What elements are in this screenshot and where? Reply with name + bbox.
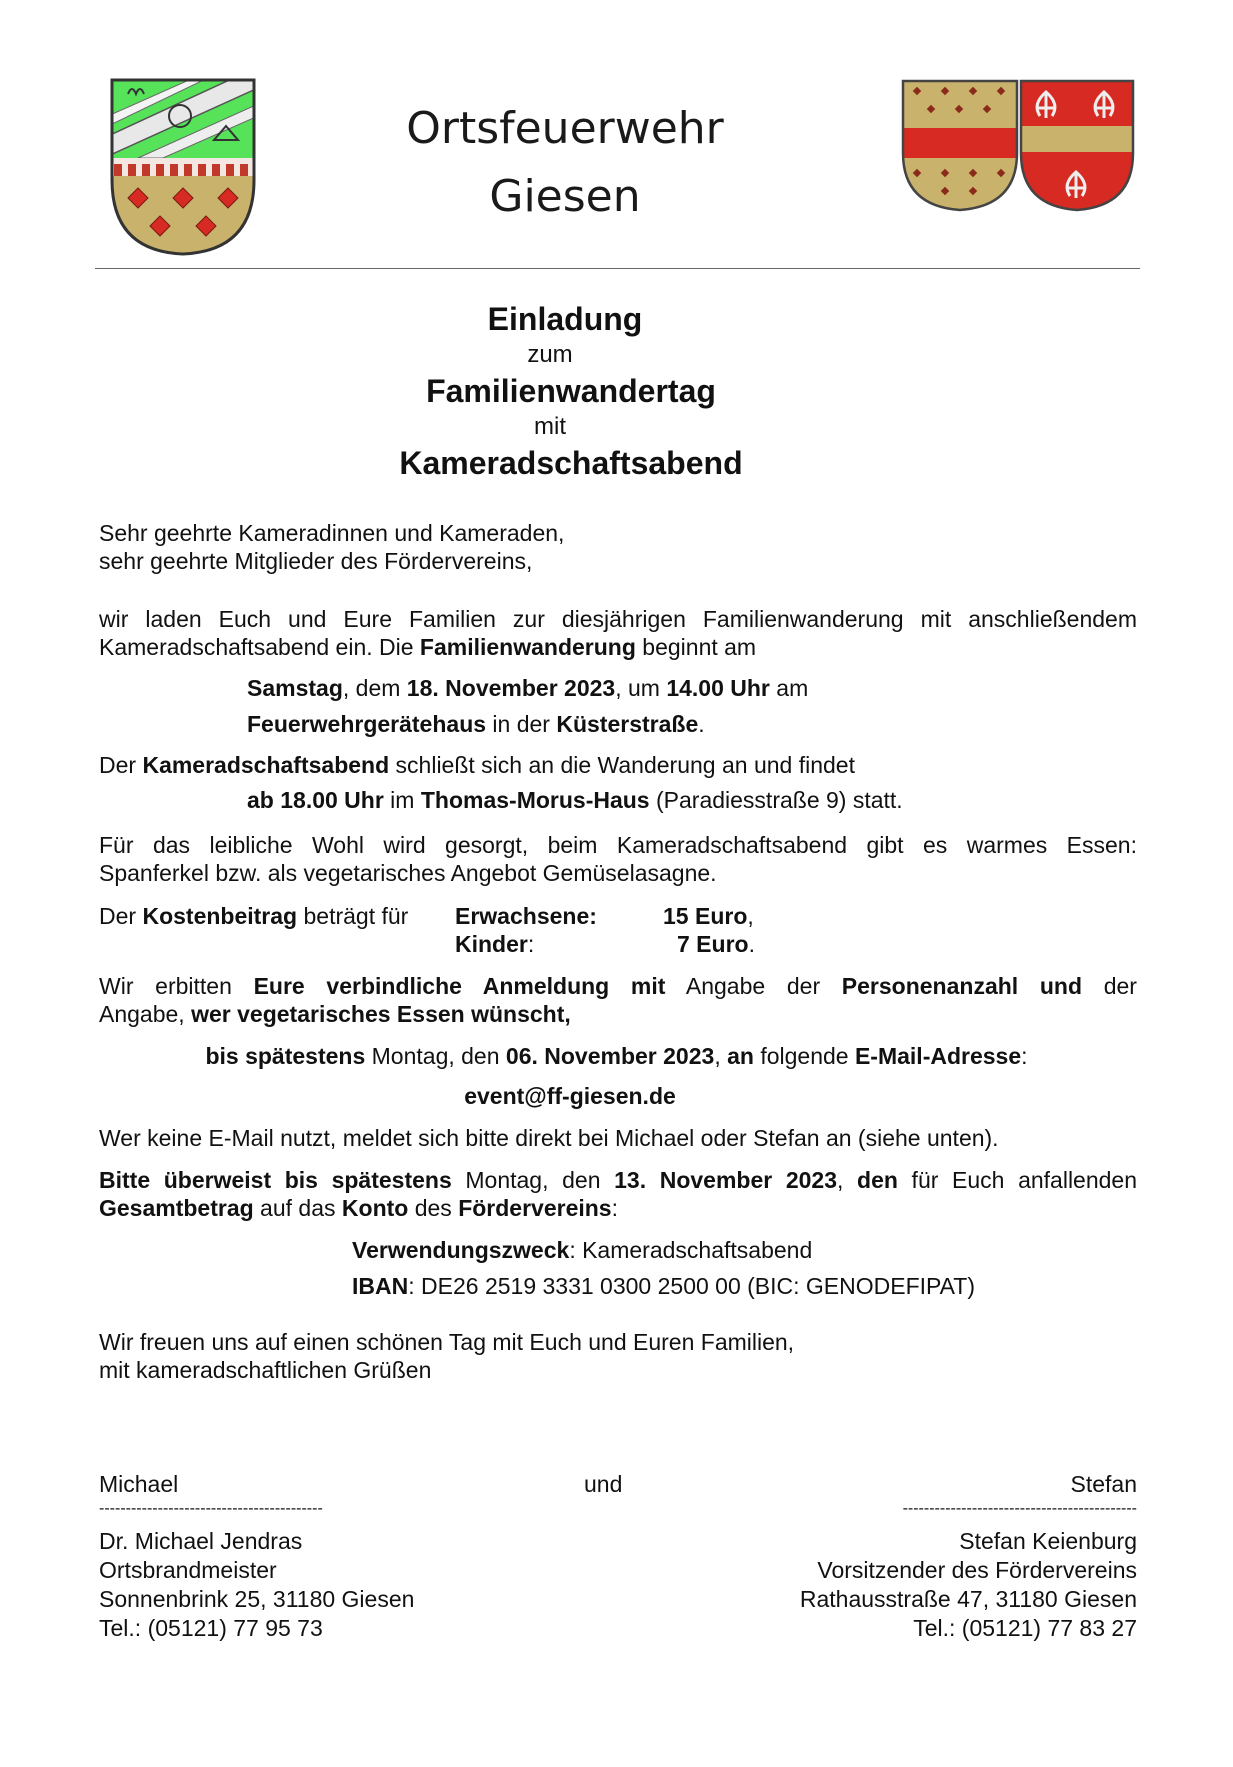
signature-right-dashes: -------------------------------------------- bbox=[902, 1500, 1137, 1517]
heading-mit: mit bbox=[534, 413, 566, 440]
signature-right-phone: Tel.: (05121) 77 83 27 bbox=[913, 1615, 1137, 1641]
registration-deadline: bis spätestens Montag, den 06. November 2023, an folgende E-Mail-Adresse: bbox=[205, 1043, 1028, 1069]
costs-adult-price: 15 Euro, bbox=[663, 903, 754, 929]
costs-adult-label: Erwachsene: bbox=[455, 903, 597, 929]
evening-line1: Der Kameradschaftsabend schließt sich an die Wanderung an und findet bbox=[99, 752, 855, 778]
payment-purpose: Verwendungszweck: Kameradschaftsabend bbox=[352, 1237, 813, 1263]
signature-left-first-name: Michael bbox=[99, 1471, 179, 1497]
signature-right-role: Vorsitzender des Fördervereins bbox=[817, 1557, 1137, 1583]
coat-of-arms-tan bbox=[900, 78, 1020, 213]
heading-einladung: Einladung bbox=[487, 301, 643, 337]
food-line2: Spanferkel bzw. als vegetarisches Angebot Gemüselasagne. bbox=[99, 860, 717, 886]
payment-iban: IBAN: DE26 2519 3331 0300 2500 00 (BIC: GENODEFIPAT) bbox=[352, 1273, 976, 1299]
signature-left-role: Ortsbrandmeister bbox=[99, 1557, 277, 1583]
intro-line2: Kameradschaftsabend ein. Die Familienwanderung beginnt am bbox=[99, 634, 757, 660]
heading-zum: zum bbox=[527, 341, 573, 368]
registration-email[interactable]: event@ff-giesen.de bbox=[464, 1083, 676, 1109]
closing-line1: Wir freuen uns auf einen schönen Tag mit Euch und Euren Familien, bbox=[99, 1329, 795, 1355]
page-title-line1: Ortsfeuerwehr bbox=[406, 103, 724, 154]
page-title-line2: Giesen bbox=[489, 171, 641, 222]
coat-of-arms-red bbox=[1018, 78, 1136, 213]
costs-child-label: Kinder: bbox=[455, 931, 535, 957]
event-place-line: Feuerwehrgerätehaus in der Küsterstraße. bbox=[247, 711, 705, 737]
greeting-line2: sehr geehrte Mitglieder des Fördervereins, bbox=[99, 548, 533, 574]
header-divider bbox=[95, 268, 1140, 269]
signature-and: und bbox=[584, 1471, 623, 1497]
costs-child-price: 7 Euro. bbox=[677, 931, 755, 957]
intro-line1: wir laden Euch und Eure Familien zur diesjährigen Familienwanderung mit anschließendem bbox=[99, 606, 1137, 632]
costs-label: Der Kostenbeitrag beträgt für bbox=[99, 903, 409, 929]
signature-left-address: Sonnenbrink 25, 31180 Giesen bbox=[99, 1586, 415, 1612]
signature-left-phone: Tel.: (05121) 77 95 73 bbox=[99, 1615, 323, 1641]
food-line1: Für das leibliche Wohl wird gesorgt, beim Kameradschaftsabend gibt es warmes Essen: bbox=[99, 832, 1137, 858]
signature-right-address: Rathausstraße 47, 31180 Giesen bbox=[799, 1586, 1137, 1612]
payment-line2: Gesamtbetrag auf das Konto des Fördervereins: bbox=[99, 1195, 618, 1221]
greeting-line1: Sehr geehrte Kameradinnen und Kameraden, bbox=[99, 520, 565, 546]
registration-line1: Wir erbitten Eure verbindliche Anmeldung mit Angabe der Personenanzahl und der bbox=[99, 973, 1137, 999]
signature-left-name: Dr. Michael Jendras bbox=[99, 1528, 303, 1554]
event-date-line: Samstag, dem 18. November 2023, um 14.00 Uhr am bbox=[247, 675, 809, 701]
registration-no-email: Wer keine E-Mail nutzt, meldet sich bitte direkt bei Michael oder Stefan an (siehe unten). bbox=[99, 1125, 999, 1151]
signature-left-dashes: ------------------------------------------ bbox=[99, 1500, 323, 1517]
registration-line2: Angabe, wer vegetarisches Essen wünscht, bbox=[99, 1001, 571, 1027]
heading-kameradschaftsabend: Kameradschaftsabend bbox=[399, 445, 743, 481]
signature-right-name: Stefan Keienburg bbox=[959, 1528, 1137, 1554]
signature-right-first-name: Stefan bbox=[1070, 1471, 1137, 1497]
payment-line1: Bitte überweist bis spätestens Montag, den 13. November 2023, den für Euch anfallenden bbox=[99, 1167, 1138, 1193]
closing-line2: mit kameradschaftlichen Grüßen bbox=[99, 1357, 432, 1383]
evening-line2: ab 18.00 Uhr im Thomas-Morus-Haus (Paradiesstraße 9) statt. bbox=[247, 787, 903, 813]
heading-familienwandertag: Familienwandertag bbox=[426, 373, 716, 409]
